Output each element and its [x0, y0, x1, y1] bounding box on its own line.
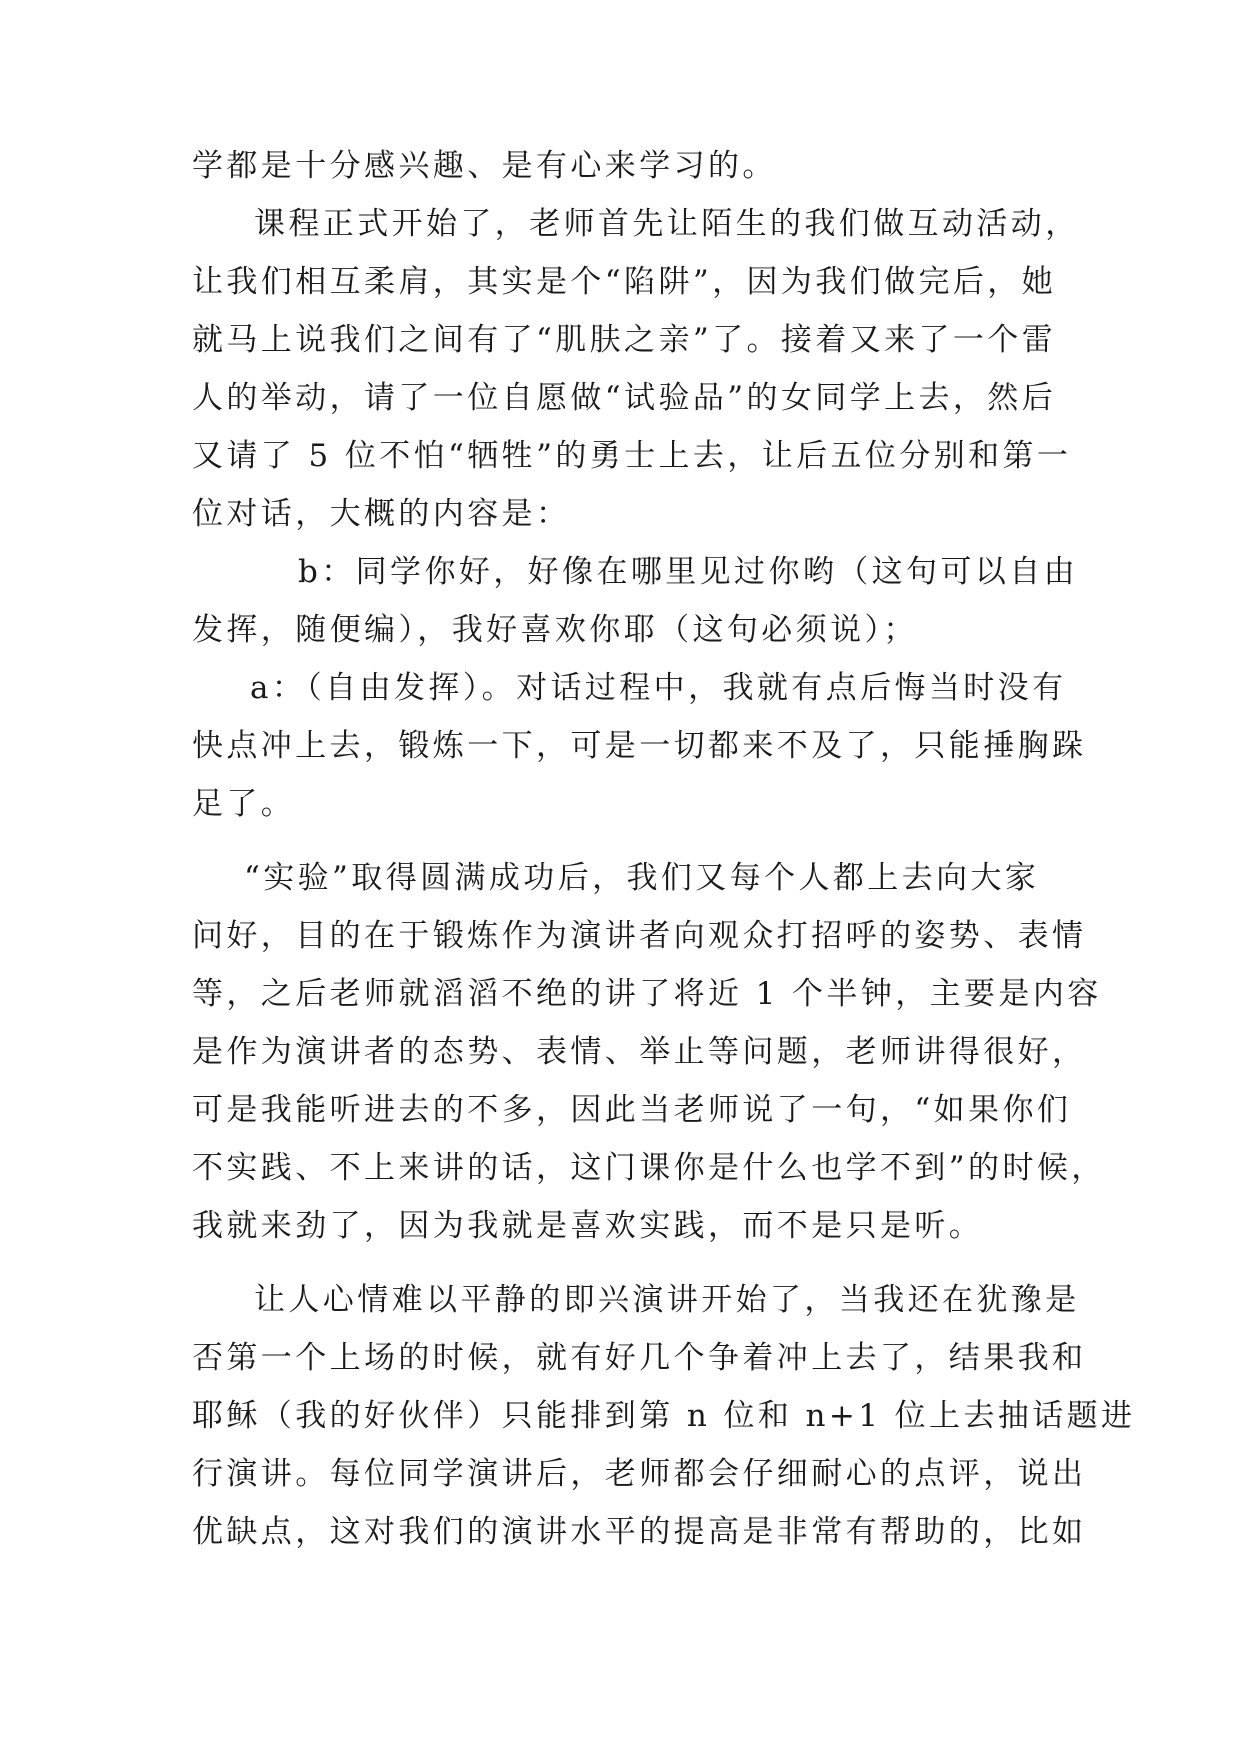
text-line: 位对话，大概的内容是： — [192, 496, 571, 532]
text-line: 耶稣（我的好伙伴）只能排到第 n 位和 n+1 位上去抽话题进 — [192, 1398, 1136, 1434]
text-line: 是作为演讲者的态势、表情、举止等问题，老师讲得很好， — [192, 1034, 1087, 1070]
text-line: 让人心情难以平静的即兴演讲开始了，当我还在犹豫是 — [254, 1282, 1080, 1318]
text-line: 就马上说我们之间有了“肌肤之亲”了。接着又来了一个雷 — [192, 322, 1057, 358]
text-line: 发挥，随便编），我好喜欢你耶（这句必须说）； — [192, 612, 918, 648]
text-line: 问好，目的在于锻炼作为演讲者向观众打招呼的姿势、表情 — [192, 918, 1087, 954]
text-line: 等，之后老师就滔滔不绝的讲了将近 1 个半钟，主要是内容 — [192, 976, 1102, 1012]
text-line: 让我们相互柔肩，其实是个“陷阱”，因为我们做完后，她 — [192, 264, 1057, 300]
text-line: “实验”取得圆满成功后，我们又每个人都上去向大家 — [244, 860, 1040, 896]
text-line: a：（自由发挥）。对话过程中，我就有点后悔当时没有 — [250, 670, 1067, 706]
text-line: 我就来劲了，因为我就是喜欢实践，而不是只是听。 — [192, 1208, 984, 1244]
text-line: b：同学你好，好像在哪里见过你哟（这句可以自由 — [298, 554, 1079, 590]
text-line: 学都是十分感兴趣、是有心来学习的。 — [192, 148, 777, 184]
text-line: 否第一个上场的时候，就有好几个争着冲上去了，结果我和 — [192, 1340, 1087, 1376]
text-line: 快点冲上去，锻炼一下，可是一切都来不及了，只能捶胸跺 — [192, 728, 1087, 764]
text-line: 足了。 — [192, 786, 296, 822]
text-line: 人的举动，请了一位自愿做“试验品”的女同学上去，然后 — [192, 380, 1057, 416]
text-line: 行演讲。每位同学演讲后，老师都会仔细耐心的点评，说出 — [192, 1456, 1087, 1492]
text-line: 不实践、不上来讲的话，这门课你是什么也学不到”的时候， — [192, 1150, 1106, 1186]
text-line: 又请了 5 位不怕“牺牲”的勇士上去，让后五位分别和第一 — [192, 438, 1072, 474]
text-line: 课程正式开始了，老师首先让陌生的我们做互动活动， — [254, 206, 1080, 242]
text-line: 可是我能听进去的不多，因此当老师说了一句，“如果你们 — [192, 1092, 1072, 1128]
text-line: 优缺点，这对我们的演讲水平的提高是非常有帮助的，比如 — [192, 1514, 1087, 1550]
